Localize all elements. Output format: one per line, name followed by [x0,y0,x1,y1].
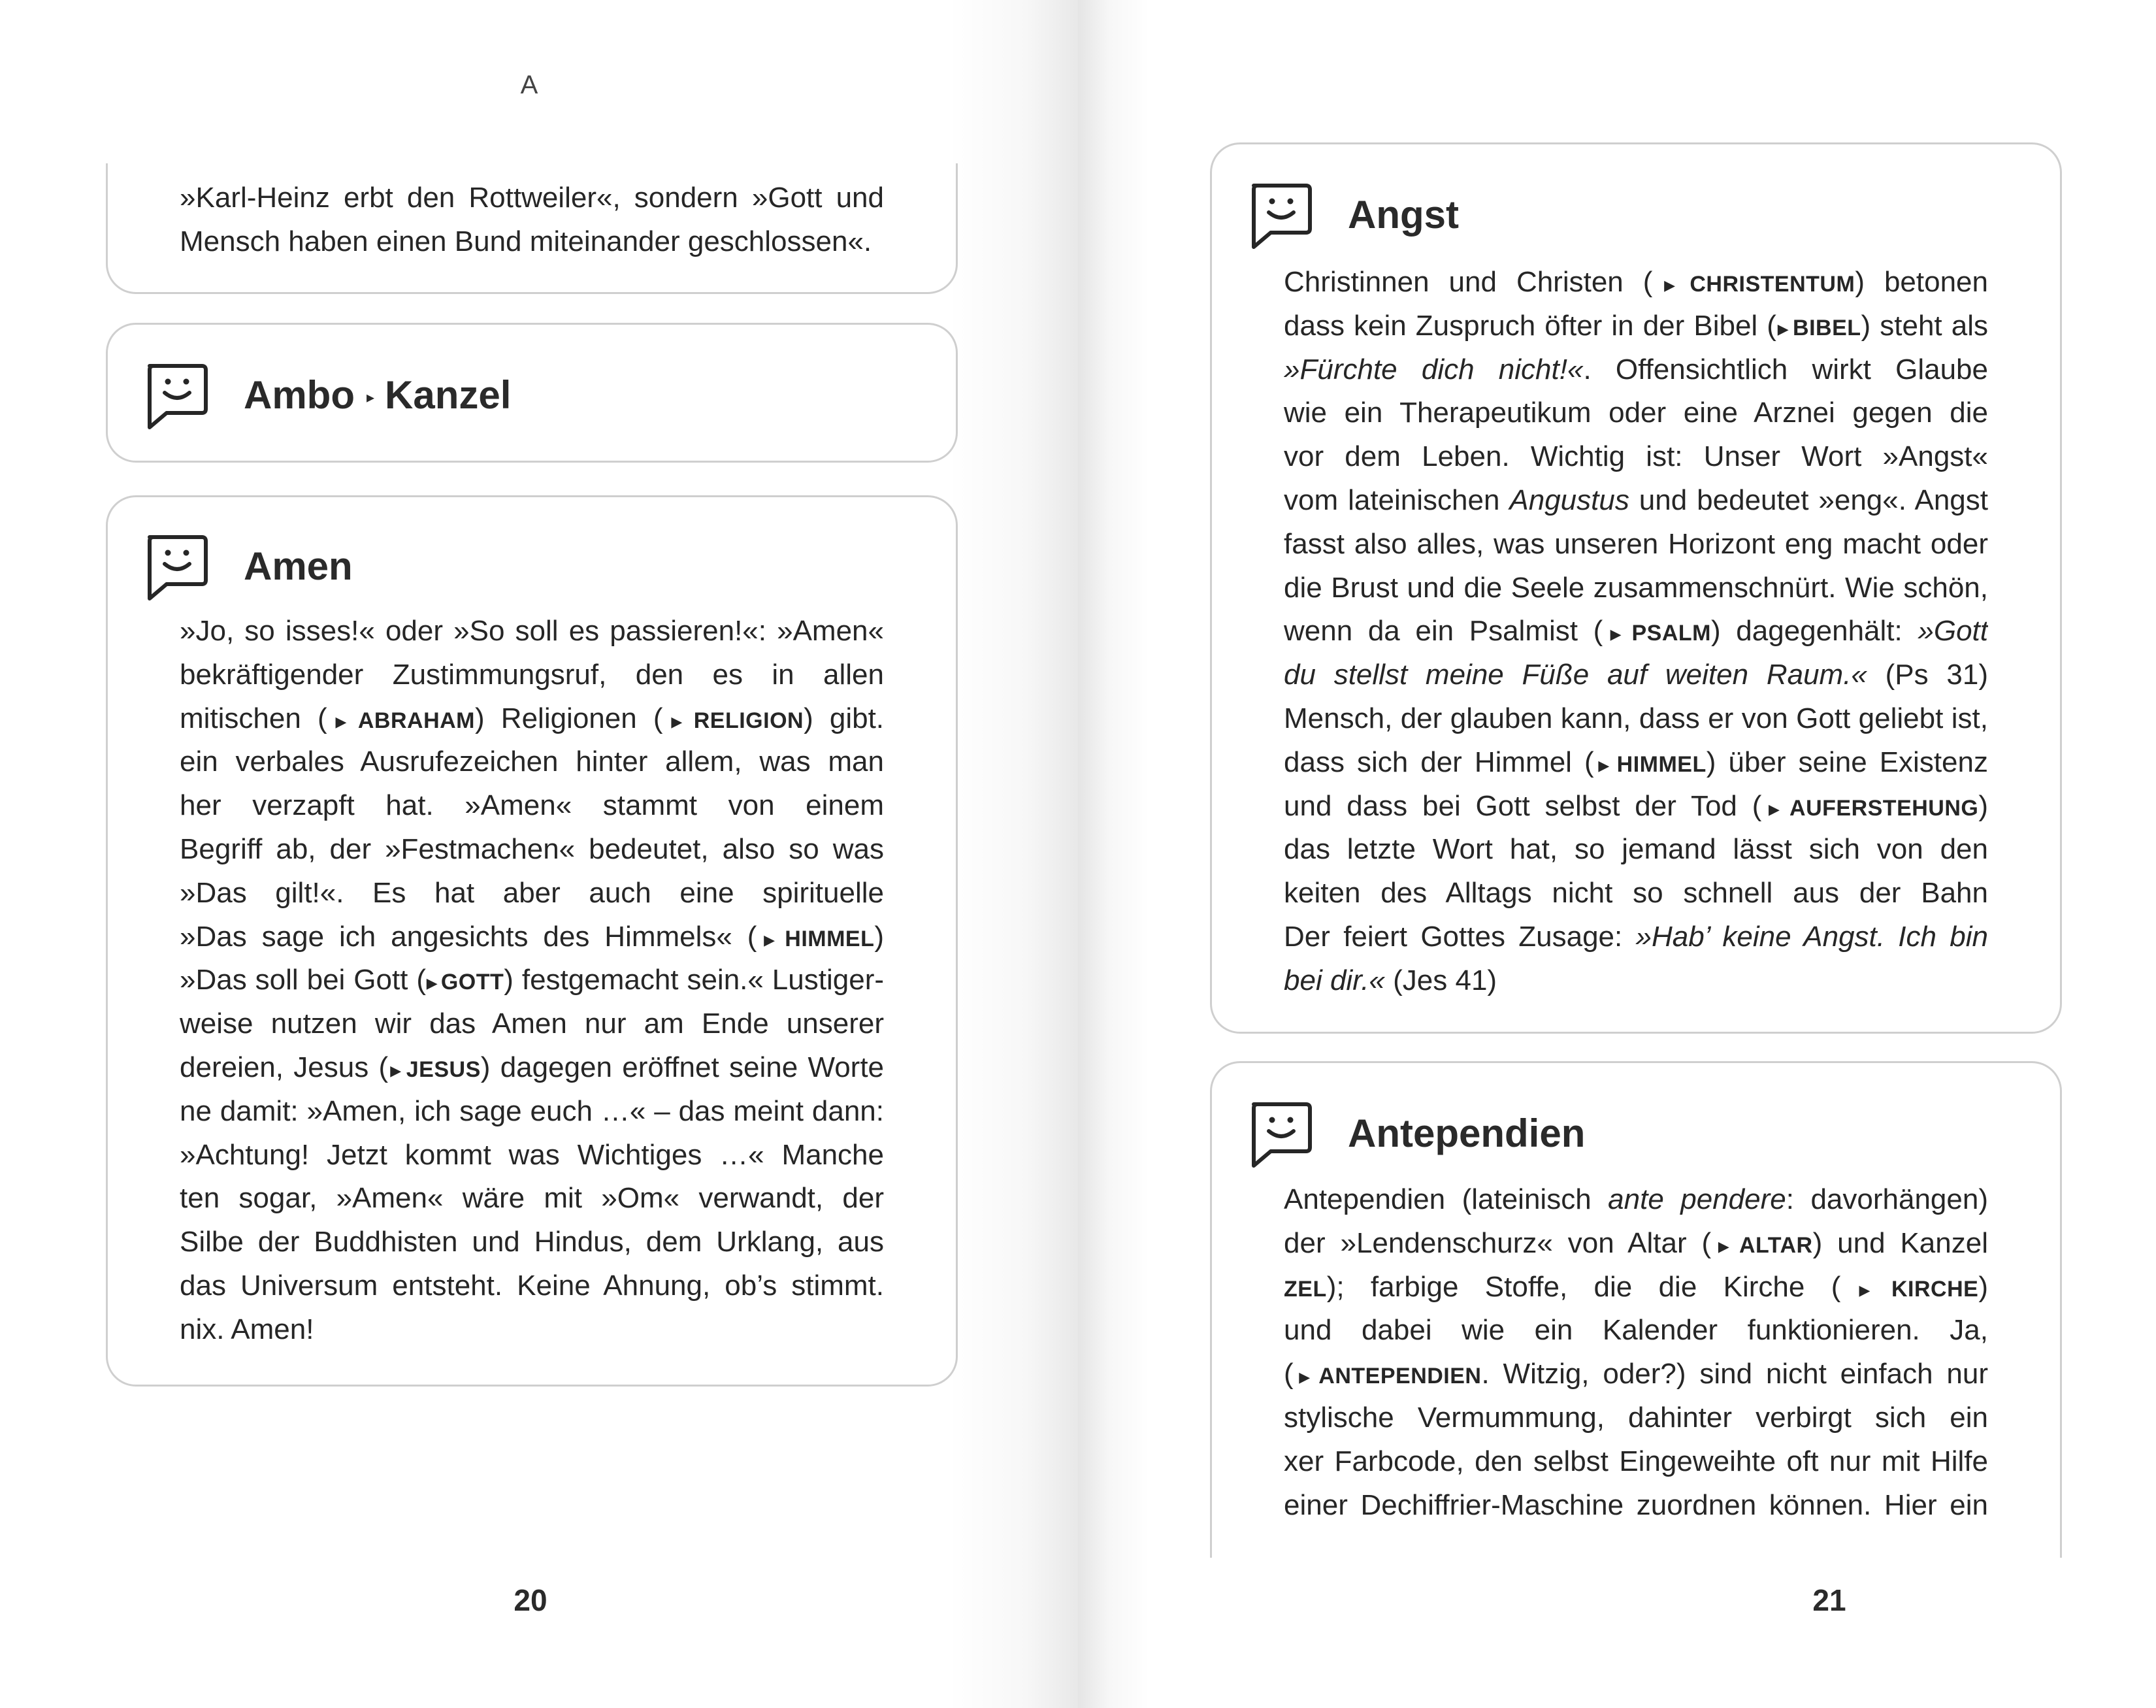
right-page [1078,0,2156,1708]
triangle-arrow-icon: ▶ [1603,626,1629,643]
triangle-arrow-icon: ▶ [425,975,438,992]
entry-header [140,359,511,431]
cross-reference-link[interactable]: ▶ KIRCHE [1840,1276,1979,1302]
cross-reference-link[interactable]: ▶ BIBEL [1776,315,1861,340]
entry-body: Christinnen und Christen (▶ CHRISTENTUM) betonen dass kein Zuspruch öfter in der Bibel (▶ BIBEL) steht als »Fürchte dich nicht!«. Offensichtlich wirkt Glaube wie ein Therapeutikum oder eine Arznei gegen die vor dem Leben. Wichtig ist: Unser Wort »Angst« vom lateinischen Angustus und bedeutet »eng«. Angst fasst also alles, was unseren Horizont eng macht oder die Brust und die Seele zusammenschnürt. Wie schön, wenn da ein Psalmist (▶ PSALM) dagegenhält: »Gott du stellst meine Füße auf weiten Raum.« (Ps 31) Mensch, der glauben kann, dass er von Gott geliebt ist, dass sich der Himmel (▶ HIMMEL) über seine Existenz und dass bei Gott selbst der Tod (▶ AUFERSTEHUNG) das letzte Wort hat, so jemand lässt sich von den keiten des Alltags nicht so schnell aus der Bahn Der feiert Gottes Zusage: »Hab’ keine Angst. Ich bin bei dir.« (Jes 41) [1284,266,1988,996]
entry-body: »Jo, so isses!« oder »So soll es passieren!«: »Amen« bekräftigender Zustimmungsruf, den es in allen mitischen (▶ ABRAHAM) Religionen (▶ RELIGION) gibt. ein verbales Ausrufezeichen hinter allem, was man her verzapft hat. »Amen« stammt von einem Begriff ab, der »Festmachen« bedeutet, also so was »Das gilt!«. Es hat aber auch eine spirituelle »Das sage ich angesichts des Himmels« (▶ HIMMEL) »Das soll bei Gott (▶ GOTT) festgemacht sein.« Lustiger- weise nutzen wir das Amen nur am Ende unserer dereien, Jesus (▶ JESUS) dagegen eröffnet seine Worte ne damit: »Amen, ich sage euch …« – das meint dann: »Achtung! Jetzt kommt was Wichtiges …« Manche ten sogar, »Amen« wäre mit »Om« verwandt, der Silbe der Buddhisten und Hindus, dem Urklang, aus das Universum entsteht. Keine Ahnung, ob’s stimmt. nix. Amen! [180,615,884,1345]
cross-reference-link[interactable]: ▶ AUFERSTEHUNG [1761,795,1979,821]
triangle-arrow-icon: ▶ [1711,1238,1737,1255]
triangle-arrow-icon: ▶ [327,713,355,730]
entry-title: Antependien [1348,1111,1586,1155]
triangle-arrow-icon: ▶ [662,713,691,730]
entry-card-angst [1210,142,2062,1034]
triangle-arrow-icon: ▶ [1593,757,1614,774]
entry-card-amen [106,495,958,1387]
cross-reference-link[interactable]: ▶ RELIGION [662,708,804,733]
cross-reference-link[interactable]: ▶ ANTEPENDIEN [1293,1364,1482,1389]
entry-header [140,530,353,602]
cross-reference-link[interactable]: ▶ CHRISTENTUM [1652,272,1855,297]
speech-bubble-smiley-icon [1245,179,1315,250]
entry-title: Ambo ▸ Kanzel [244,372,512,417]
cross-reference-link[interactable]: ▶ ALTAR [1711,1232,1813,1258]
cross-reference-link[interactable]: ▶ HIMMEL [757,926,875,951]
triangle-arrow-icon: ▶ [388,1062,404,1079]
entry-card-antependien [1210,1061,2062,1558]
triangle-arrow-icon: ▶ [757,931,783,948]
continued-entry-card [106,163,958,294]
entry-body: Antependien (lateinisch ante pendere: davorhängen) der »Lendenschurz« von Altar (▶ ALTAR) und Kanzel ZEL); farbige Stoffe, die die Kirche (▶ KIRCHE) und dabei wie ein Kalender funktionieren. Ja, (▶ ANTEPENDIEN. Witzig, oder?) sind nicht einfach nur stylische Vermummung, dahinter verbirgt sich ein xer Farbcode, den selbst Eingeweihte oft nur mit Hilfe einer Dechiffrier-Maschine zuordnen können. Hier ein [1284,1183,1988,1521]
cross-reference-link[interactable]: ▶ PSALM [1603,621,1711,646]
page-number: 20 [514,1583,547,1617]
speech-bubble-smiley-icon [140,531,211,601]
triangle-arrow-icon: ▶ [1761,800,1788,817]
continued-entry-text: »Karl-Heinz erbt den Rottweiler«, sondern »Gott und Mensch haben einen Bund miteinander geschlossen«. [180,182,884,257]
page-number: 21 [1812,1583,1846,1617]
triangle-arrow-icon: ▶ [1776,320,1791,337]
cross-reference-link[interactable]: ZEL [1284,1276,1327,1302]
triangle-arrow-icon: ▶ [1840,1281,1889,1298]
entry-title: Amen [244,544,353,588]
speech-bubble-smiley-icon [140,359,211,430]
triangle-arrow-icon: ▶ [1652,277,1688,293]
triangle-arrow-icon: ▶ [1293,1369,1316,1386]
running-head: A [520,71,538,99]
cross-reference-link[interactable]: ▶ GOTT [425,970,504,995]
cross-reference-link[interactable]: ▶ ABRAHAM [327,708,476,733]
speech-bubble-smiley-icon [1245,1098,1315,1168]
cross-reference-link[interactable]: ▶ JESUS [388,1057,481,1082]
cross-reference-link[interactable]: ▶ HIMMEL [1593,751,1707,777]
entry-card-ambo [106,323,958,463]
entry-title: Angst [1348,192,1459,237]
entry-header [1245,178,1459,250]
entry-header [1245,1097,1585,1169]
cross-reference-arrow-icon: ▸ [366,388,375,406]
cross-reference-link[interactable]: Kanzel [385,372,512,417]
